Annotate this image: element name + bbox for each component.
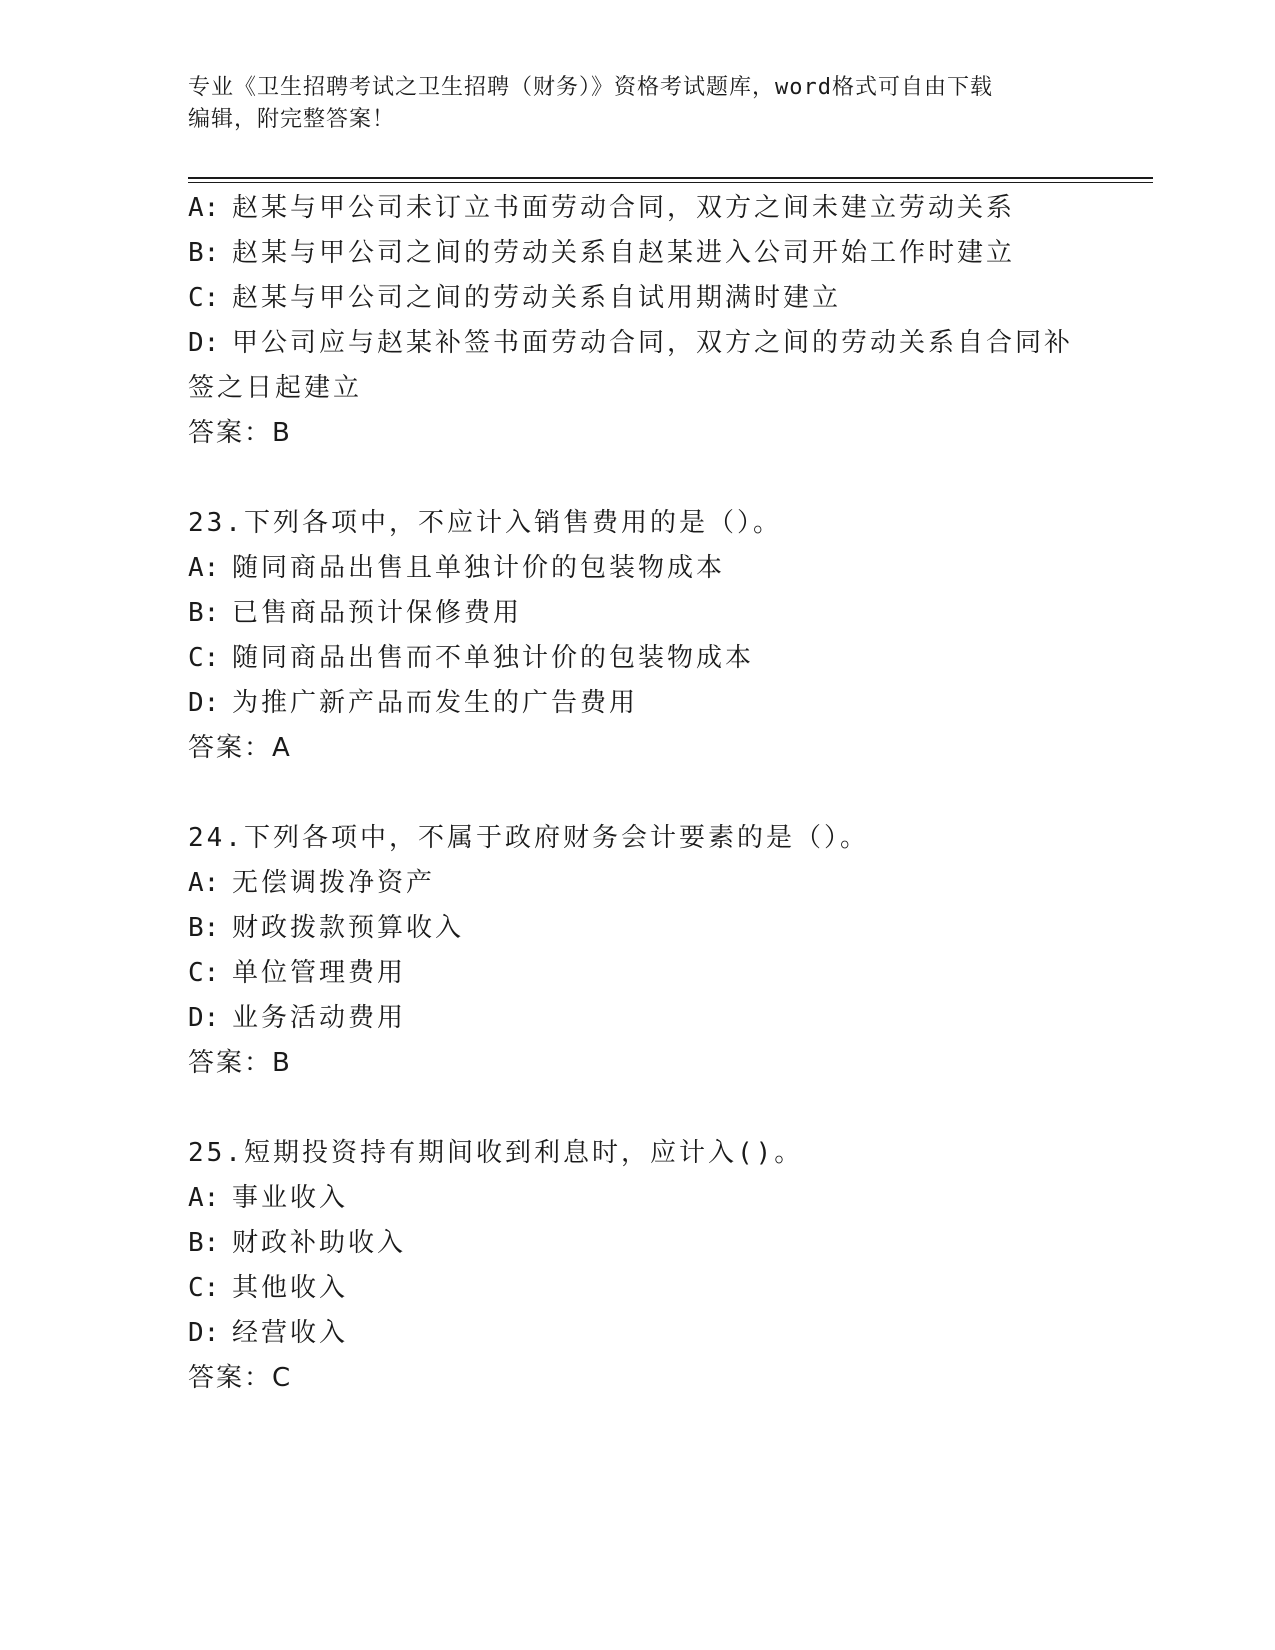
option-b	[188, 231, 1088, 276]
option-d	[188, 996, 1088, 1041]
header-divider-thin	[188, 182, 1153, 183]
option-key: A:	[188, 553, 220, 583]
document-header	[188, 72, 1068, 136]
answer-line: 答案：A	[188, 733, 292, 763]
option-text: 事业收入	[232, 1183, 349, 1213]
option-key: D:	[188, 1318, 220, 1348]
option-key: D:	[188, 328, 220, 358]
option-a	[188, 1176, 1088, 1221]
option-c	[188, 636, 1088, 681]
option-c	[188, 951, 1088, 996]
option-text: 赵某与甲公司之间的劳动关系自试用期满时建立	[232, 283, 842, 313]
option-text: 为推广新产品而发生的广告费用	[232, 688, 639, 718]
option-b	[188, 1221, 1088, 1266]
question-24	[188, 816, 1088, 1086]
header-divider-thick	[188, 177, 1153, 179]
option-key: A:	[188, 193, 220, 223]
option-key: D:	[188, 688, 220, 718]
answer-line: 答案：B	[188, 1048, 292, 1078]
option-key: A:	[188, 1183, 220, 1213]
question-23	[188, 501, 1088, 771]
answer-line: 答案：B	[188, 418, 292, 448]
option-text: 业务活动费用	[232, 1003, 407, 1033]
option-key: D:	[188, 1003, 220, 1033]
option-key: B:	[188, 238, 220, 268]
option-b	[188, 591, 1088, 636]
option-key: C:	[188, 283, 220, 313]
option-text: 其他收入	[232, 1273, 349, 1303]
option-d	[188, 681, 1088, 726]
option-d	[188, 321, 1088, 411]
option-a	[188, 186, 1088, 231]
option-text: 经营收入	[232, 1318, 349, 1348]
option-d	[188, 1311, 1088, 1356]
option-a	[188, 546, 1088, 591]
option-c	[188, 276, 1088, 321]
option-text: 赵某与甲公司之间的劳动关系自赵某进入公司开始工作时建立	[232, 238, 1016, 268]
option-key: C:	[188, 1273, 220, 1303]
option-text: 随同商品出售且单独计价的包装物成本	[232, 553, 726, 583]
question-25	[188, 1131, 1088, 1401]
option-text: 财政拨款预算收入	[232, 913, 465, 943]
question-title: 25.短期投资持有期间收到利息时，应计入()。	[188, 1138, 804, 1168]
option-text: 随同商品出售而不单独计价的包装物成本	[232, 643, 755, 673]
option-key: C:	[188, 643, 220, 673]
option-key: B:	[188, 1228, 220, 1258]
option-text: 赵某与甲公司未订立书面劳动合同，双方之间未建立劳动关系	[232, 193, 1016, 223]
option-text: 已售商品预计保修费用	[232, 598, 523, 628]
option-a	[188, 861, 1088, 906]
header-line-1: 专业《卫生招聘考试之卫生招聘（财务）》资格考试题库，word格式可自由下载	[188, 75, 993, 100]
option-text: 单位管理费用	[232, 958, 407, 988]
option-text: 无偿调拨净资产	[232, 868, 436, 898]
option-text: 甲公司应与赵某补签书面劳动合同，双方之间的劳动关系自合同补签之日起建立	[188, 328, 1074, 403]
answer-line: 答案：C	[188, 1363, 293, 1393]
option-key: A:	[188, 868, 220, 898]
question-fragment	[188, 186, 1088, 456]
option-key: C:	[188, 958, 220, 988]
question-title: 23.下列各项中，不应计入销售费用的是（）。	[188, 508, 782, 538]
question-title: 24.下列各项中，不属于政府财务会计要素的是（）。	[188, 823, 869, 853]
option-text: 财政补助收入	[232, 1228, 407, 1258]
option-key: B:	[188, 913, 220, 943]
option-key: B:	[188, 598, 220, 628]
option-c	[188, 1266, 1088, 1311]
question-content	[188, 186, 1088, 1446]
option-b	[188, 906, 1088, 951]
header-line-2: 编辑，附完整答案！	[188, 107, 396, 132]
